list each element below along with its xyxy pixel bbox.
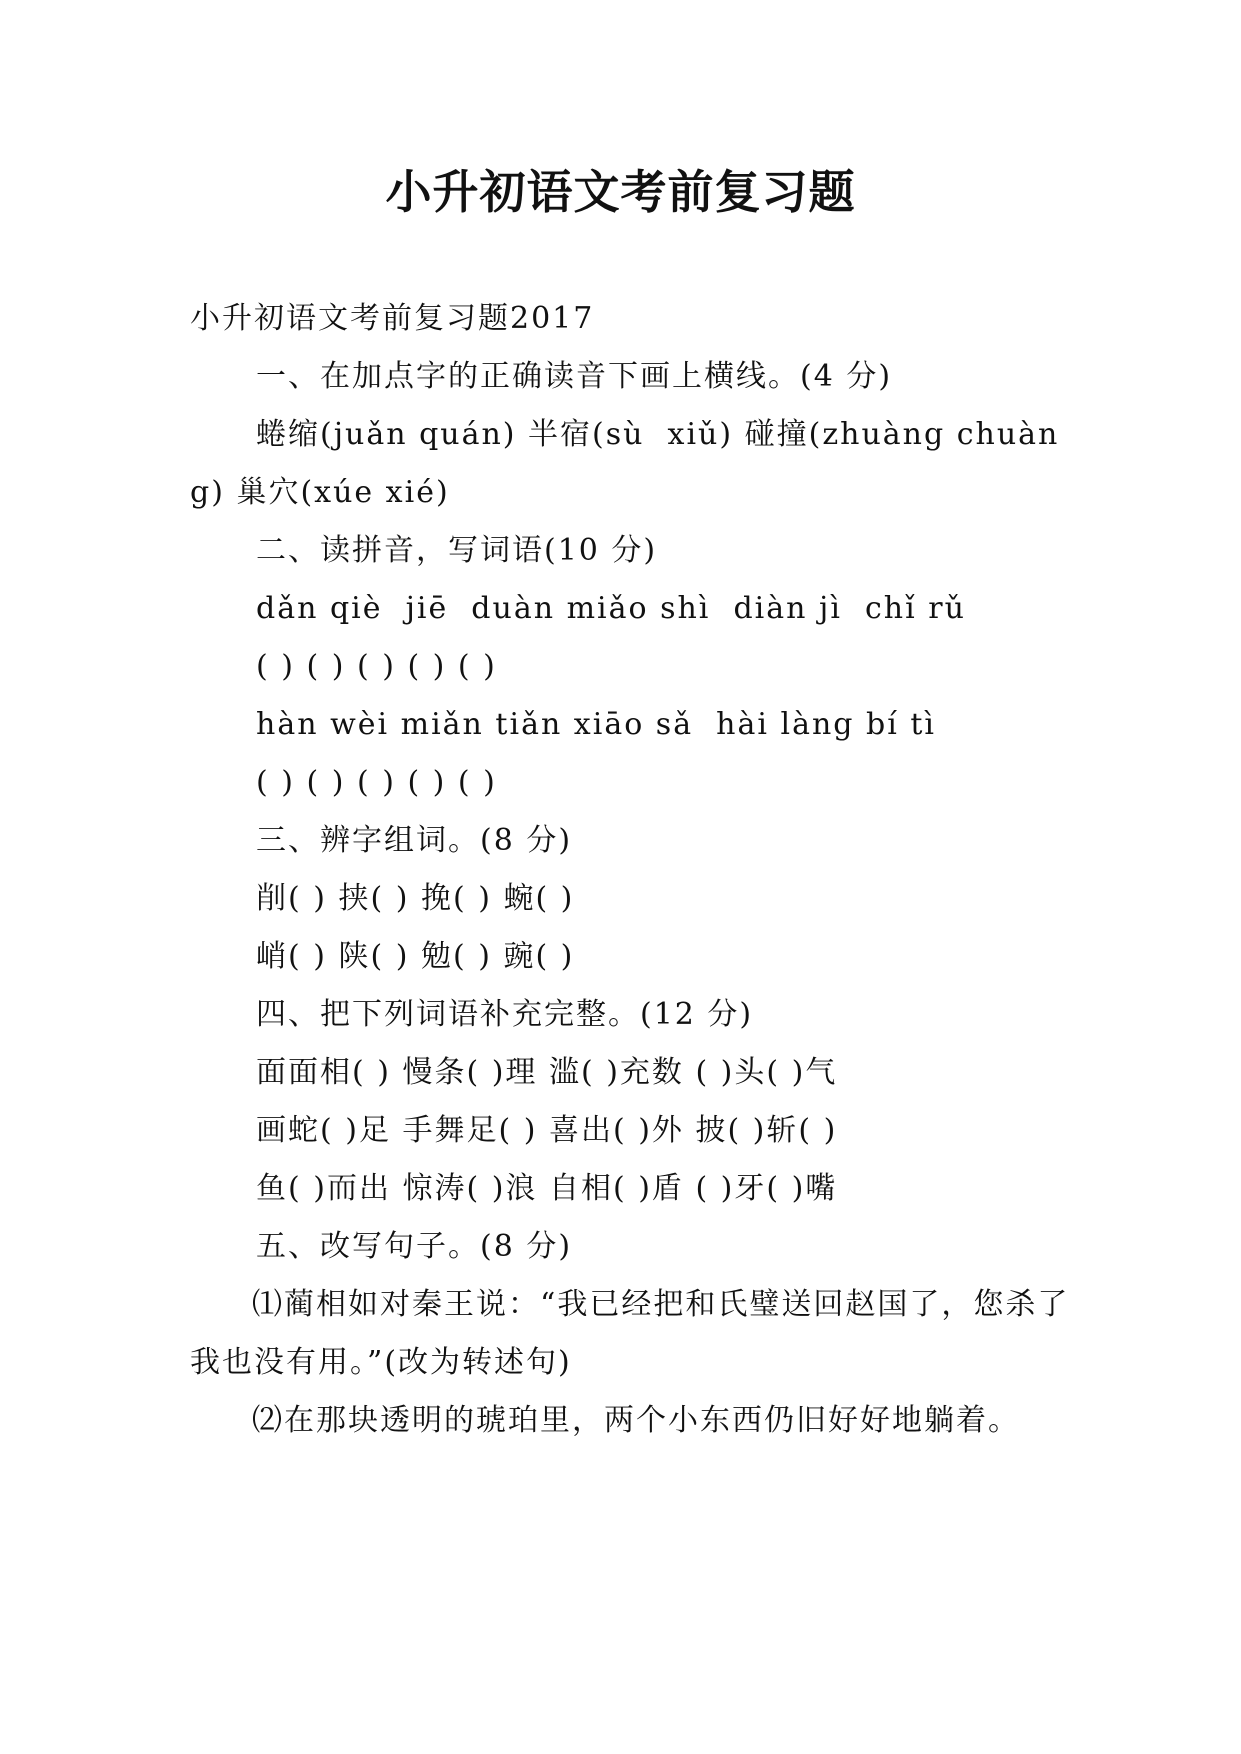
char-row-1: 削( ) 挟( ) 挽( ) 蜿( ) xyxy=(256,881,575,916)
rewrite-item-2: ⑵在那块透明的琥珀里，两个小东西仍旧好好地躺着。 xyxy=(252,1403,1020,1438)
document-body xyxy=(190,290,1070,1450)
idiom-row-3: 鱼( )而出 惊涛( )浪 自相( )盾 ( )牙( )嘴 xyxy=(256,1171,838,1206)
section-2-heading: 二、读拼音，写词语(10 分) xyxy=(256,533,658,568)
idiom-row-2: 画蛇( )足 手舞足( ) 喜出( )外 披( )斩( ) xyxy=(256,1113,838,1148)
section-4-heading: 四、把下列词语补充完整。(12 分) xyxy=(256,997,754,1032)
page-title: 小升初语文考前复习题 xyxy=(385,165,856,219)
blank-row-1: ( ) ( ) ( ) ( ) ( ) xyxy=(256,649,497,684)
pinyin-row-2: hàn wèi miǎn tiǎn xiāo sǎ hài làng bí tì xyxy=(256,707,937,742)
pinyin-row-1: dǎn qiè jiē duàn miǎo shì diàn jì chǐ rǔ xyxy=(256,591,966,626)
section-5-heading: 五、改写句子。(8 分) xyxy=(256,1229,573,1264)
document-subtitle: 小升初语文考前复习题2017 xyxy=(190,301,595,336)
section-3-heading: 三、辨字组词。(8 分) xyxy=(256,823,573,858)
char-row-2: 峭( ) 陕( ) 勉( ) 豌( ) xyxy=(256,939,575,974)
section-1-heading: 一、在加点字的正确读音下画上横线。(4 分) xyxy=(256,359,893,394)
rewrite-item-1: ⑴蔺相如对秦王说：“我已经把和氏璧送回赵国了，您杀了我也没有用。”(改为转述句) xyxy=(190,1287,1070,1380)
idiom-row-1: 面面相( ) 慢条( )理 滥( )充数 ( )头( )气 xyxy=(256,1055,838,1090)
blank-row-2: ( ) ( ) ( ) ( ) ( ) xyxy=(256,765,497,800)
section-1-items: 蜷缩(juǎn quán) 半宿(sù xiǔ) 碰撞(zhuàng chuàng) 巢穴(xúe xié) xyxy=(190,417,1060,510)
